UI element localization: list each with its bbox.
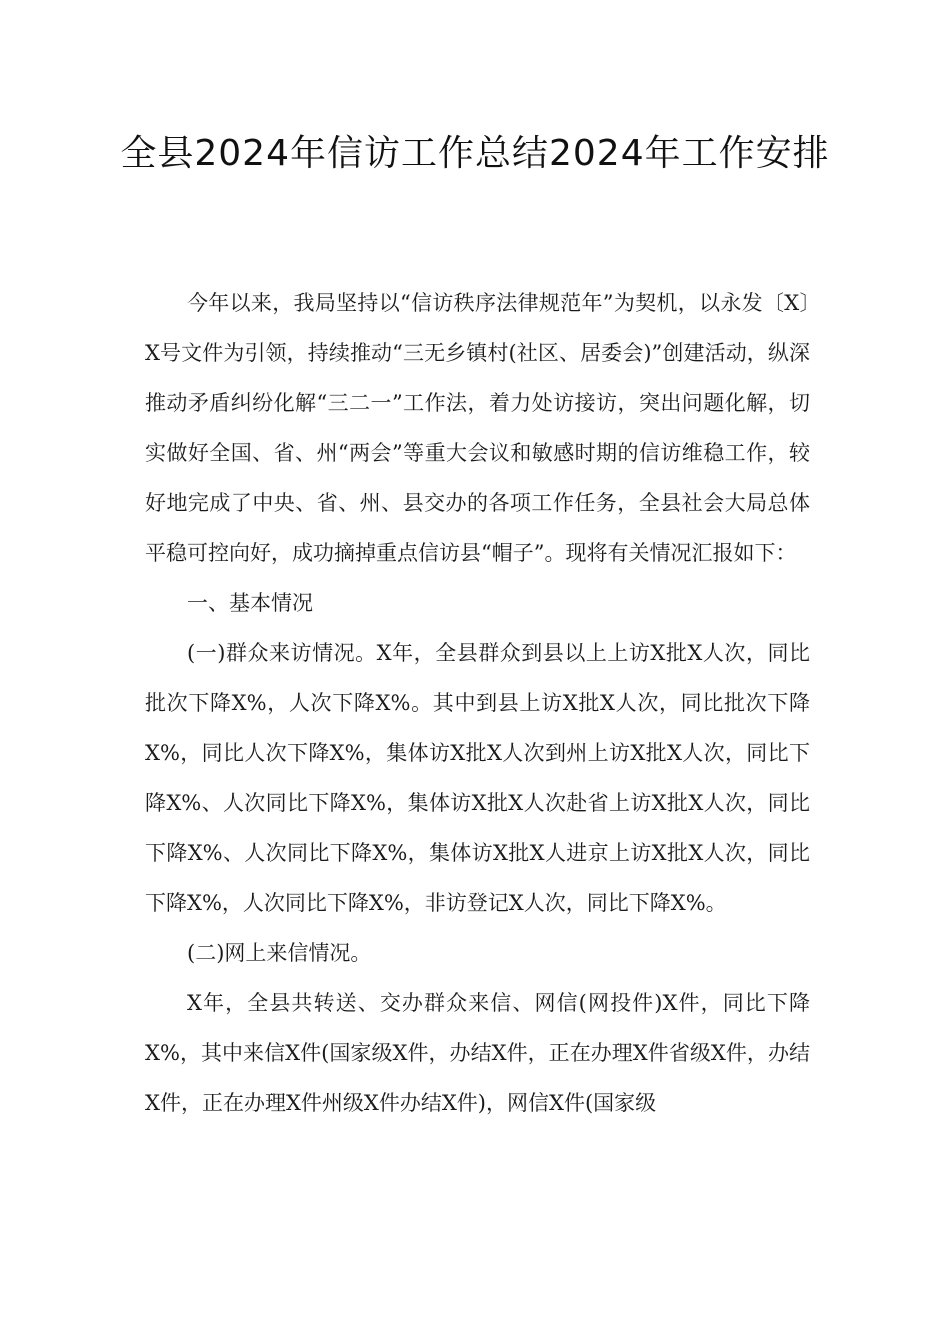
document-body xyxy=(145,278,810,1128)
online-letters-paragraph: X年，全县共转送、交办群众来信、网信(网投件)X件，同比下降X%，其中来信X件(国家级X件，办结X件，正在办理X件省级X件，办结X件，正在办理X件州级X件办结X件)，网信X件(国家级 xyxy=(145,991,810,1115)
document-title: 全县2024年信访工作总结2024年工作安排 xyxy=(120,133,830,174)
intro-paragraph: 今年以来，我局坚持以“信访秩序法律规范年”为契机，以永发〔X〕X号文件为引领，持续推动“三无乡镇村(社区、居委会)”创建活动，纵深推动矛盾纠纷化解“三二一”工作法，着力处访接访，突出问题化解，切实做好全国、省、州“两会”等重大会议和敏感时期的信访维稳工作，较好地完成了中央、省、州、县交办的各项工作任务，全县社会大局总体平稳可控向好，成功摘掉重点信访县“帽子”。现将有关情况汇报如下： xyxy=(145,291,810,565)
section-heading-basic-situation: 一、基本情况 xyxy=(187,591,313,615)
subsection-heading-online-letters: (二)网上来信情况。 xyxy=(187,941,372,965)
visits-paragraph: (一)群众来访情况。X年，全县群众到县以上上访X批X人次，同比批次下降X%，人次下降X%。其中到县上访X批X人次，同比批次下降X%，同比人次下降X%，集体访X批X人次到州上访X批X人次，同比下降X%、人次同比下降X%，集体访X批X人次赴省上访X批X人次，同比下降X%、人次同比下降X%，集体访X批X人进京上访X批X人次，同比下降X%，人次同比下降X%，非访登记X人次，同比下降X%。 xyxy=(145,641,810,915)
